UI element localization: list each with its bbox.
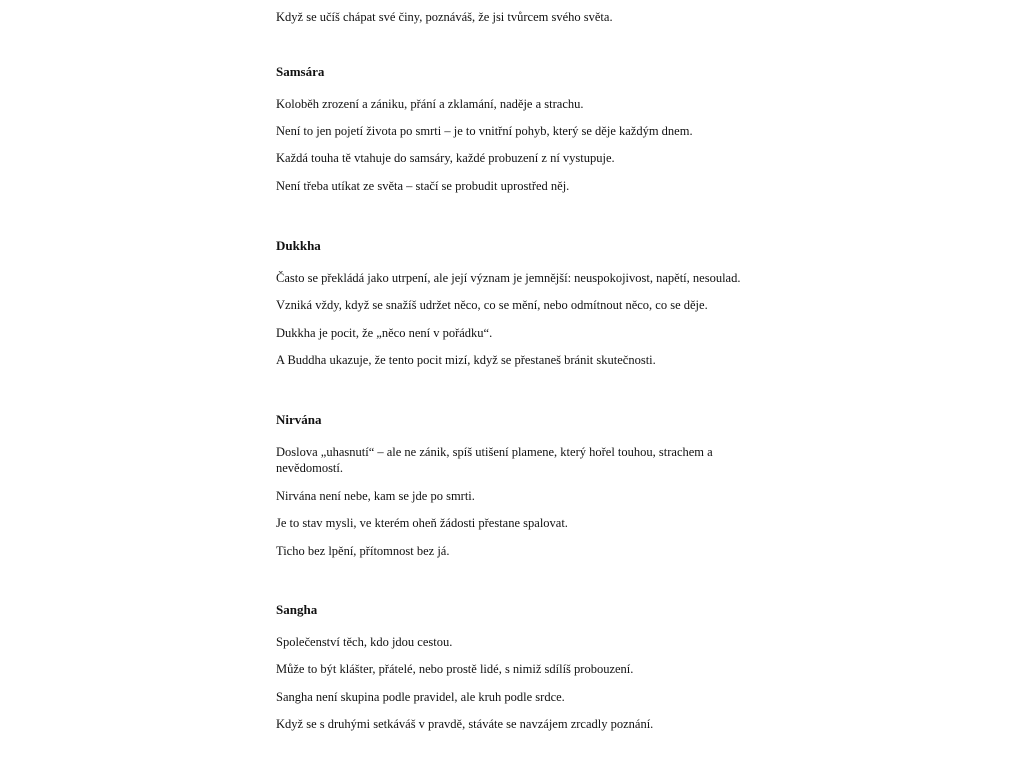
- intro-paragraph: Když se učíš chápat své činy, poznáváš, že jsi tvůrcem svého světa.: [276, 10, 613, 24]
- paragraph: Je to stav mysli, ve kterém oheň žádosti přestane spalovat.: [276, 516, 568, 530]
- paragraph: Vzniká vždy, když se snažíš udržet něco, co se mění, nebo odmítnout něco, co se děje.: [276, 298, 708, 312]
- section-title-dukkha: Dukkha: [276, 238, 321, 253]
- section-title-nirvana: Nirvána: [276, 412, 322, 427]
- paragraph: Nirvána není nebe, kam se jde po smrti.: [276, 489, 475, 503]
- section-title-samsara: Samsára: [276, 64, 325, 79]
- paragraph: Není to jen pojetí života po smrti – je to vnitřní pohyb, který se děje každým dnem.: [276, 124, 693, 138]
- paragraph: Může to být klášter, přátelé, nebo prostě lidé, s nimiž sdílíš probouzení.: [276, 662, 634, 676]
- paragraph: Každá touha tě vtahuje do samsáry, každé probuzení z ní vystupuje.: [276, 151, 615, 165]
- paragraph: Ticho bez lpění, přítomnost bez já.: [276, 544, 450, 558]
- section-title-sangha: Sangha: [276, 602, 318, 617]
- paragraph: Často se překládá jako utrpení, ale její význam je jemnější: neuspokojivost, napětí, nesoulad.: [276, 271, 741, 285]
- paragraph: Dukkha je pocit, že „něco není v pořádku“.: [276, 326, 493, 340]
- paragraph: Sangha není skupina podle pravidel, ale kruh podle srdce.: [276, 690, 565, 704]
- paragraph: Společenství těch, kdo jdou cestou.: [276, 635, 453, 649]
- paragraph: Doslova „uhasnutí“ – ale ne zánik, spíš utišení plamene, který hořel touhou, strachem a nevědomostí.: [276, 445, 713, 475]
- paragraph: Není třeba utíkat ze světa – stačí se probudit uprostřed něj.: [276, 179, 570, 193]
- paragraph: Když se s druhými setkáváš v pravdě, stáváte se navzájem zrcadly poznání.: [276, 717, 654, 731]
- paragraph: Koloběh zrození a zániku, přání a zklamání, naděje a strachu.: [276, 97, 584, 111]
- paragraph: A Buddha ukazuje, že tento pocit mizí, když se přestaneš bránit skutečnosti.: [276, 353, 656, 367]
